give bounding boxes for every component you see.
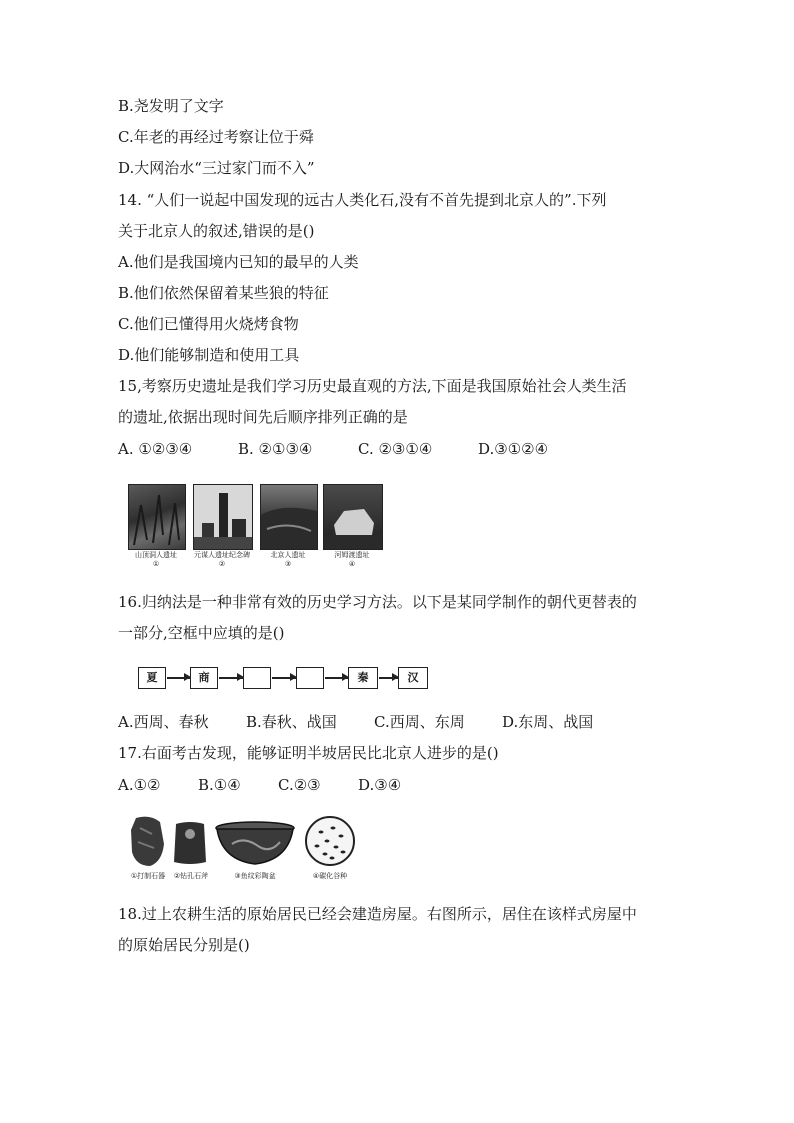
q13-option-b: B.尧发明了文字: [118, 97, 224, 115]
site-caption-3: 北京人遗址 ③: [270, 551, 306, 568]
q14-stem-line2: 关于北京人的叙述,错误的是(): [118, 222, 315, 240]
q16-options: [118, 712, 593, 732]
artifact-caption-4: ④碳化谷种: [312, 872, 348, 880]
site-photo-2: [193, 484, 253, 550]
dynasty-box-xia: 夏: [138, 667, 166, 689]
artifact-pottery-basin: [214, 820, 296, 866]
q15-stem-line2: 的遗址,依据出现时间先后顺序排列正确的是: [118, 408, 408, 426]
dynasty-box-blank-2: [296, 667, 324, 689]
q13-option-d: D.大网治水“三过家门而不入”: [118, 159, 315, 177]
q17-stem: 17.右面考古发现，能够证明半坡居民比北京人进步的是(): [118, 744, 499, 762]
artifact-caption-3: ③鱼纹彩陶盆: [234, 872, 276, 880]
q17-options: [118, 775, 401, 795]
site-photo-3: [260, 484, 318, 550]
dynasty-box-han: 汉: [398, 667, 428, 689]
q14-option-d: D.他们能够制造和使用工具: [118, 346, 300, 364]
q16-stem-line2: 一部分,空框中应填的是(): [118, 624, 285, 642]
q15-option-d: D.③①②④: [478, 440, 549, 458]
q16-option-a: A.西周、春秋: [118, 713, 209, 731]
q18-stem-line2: 的原始居民分别是(): [118, 936, 250, 954]
q14-stem-line1: 14. “人们一说起中国发现的远古人类化石,没有不首先提到北京人的”.下列: [118, 191, 607, 209]
q17-option-a: A.①②: [118, 776, 161, 794]
dynasty-box-blank-1: [243, 667, 271, 689]
site-photo-1: [128, 484, 186, 550]
q16-option-c: C.西周、东周: [374, 713, 465, 731]
dynasty-arrow: [167, 677, 190, 679]
q17-option-b: B.①④: [198, 776, 241, 794]
q13-option-c: C.年老的再经过考察让位于舜: [118, 128, 314, 146]
q14-option-c: C.他们已懂得用火烧烤食物: [118, 315, 299, 333]
q15-option-b: B. ②①③④: [238, 440, 313, 458]
dynasty-arrow: [379, 677, 398, 679]
site-caption-4: 河姆渡遗址 ④: [334, 551, 370, 568]
dynasty-box-qin: 秦: [348, 667, 378, 689]
site-caption-1: 山顶洞人遗址 ①: [135, 551, 177, 568]
dynasty-arrow: [219, 677, 243, 679]
q17-option-c: C.②③: [278, 776, 321, 794]
q15-options: [118, 439, 548, 459]
site-caption-2: 元谋人遗址纪念碑 ②: [194, 551, 250, 568]
artifact-carbonized-grain: [303, 814, 357, 868]
artifact-caption-2: ②钻孔石斧: [173, 872, 209, 880]
q16-stem-line1: 16.归纳法是一种非常有效的历史学习方法。以下是某同学制作的朝代更替表的: [118, 593, 637, 611]
dynasty-arrow: [272, 677, 296, 679]
q14-option-b: B.他们依然保留着某些狼的特征: [118, 284, 329, 302]
site-photo-4: [323, 484, 383, 550]
artifact-caption-1: ①打制石器: [130, 872, 166, 880]
q18-stem-line1: 18.过上农耕生活的原始居民已经会建造房屋。右图所示，居住在该样式房屋中: [118, 905, 637, 923]
q14-option-a: A.他们是我国境内已知的最早的人类: [118, 253, 359, 271]
q17-option-d: D.③④: [358, 776, 402, 794]
dynasty-arrow: [325, 677, 348, 679]
q16-option-d: D.东周、战国: [502, 713, 594, 731]
artifact-stone-tool: [128, 814, 168, 868]
q15-option-c: C. ②③①④: [358, 440, 433, 458]
dynasty-box-shang: 商: [190, 667, 218, 689]
q15-option-a: A. ①②③④: [118, 440, 193, 458]
q16-option-b: B.春秋、战国: [246, 713, 337, 731]
q15-stem-line1: 15,考察历史遗址是我们学习历史最直观的方法,下面是我国原始社会人类生活: [118, 377, 627, 395]
artifact-stone-axe: [170, 818, 210, 868]
